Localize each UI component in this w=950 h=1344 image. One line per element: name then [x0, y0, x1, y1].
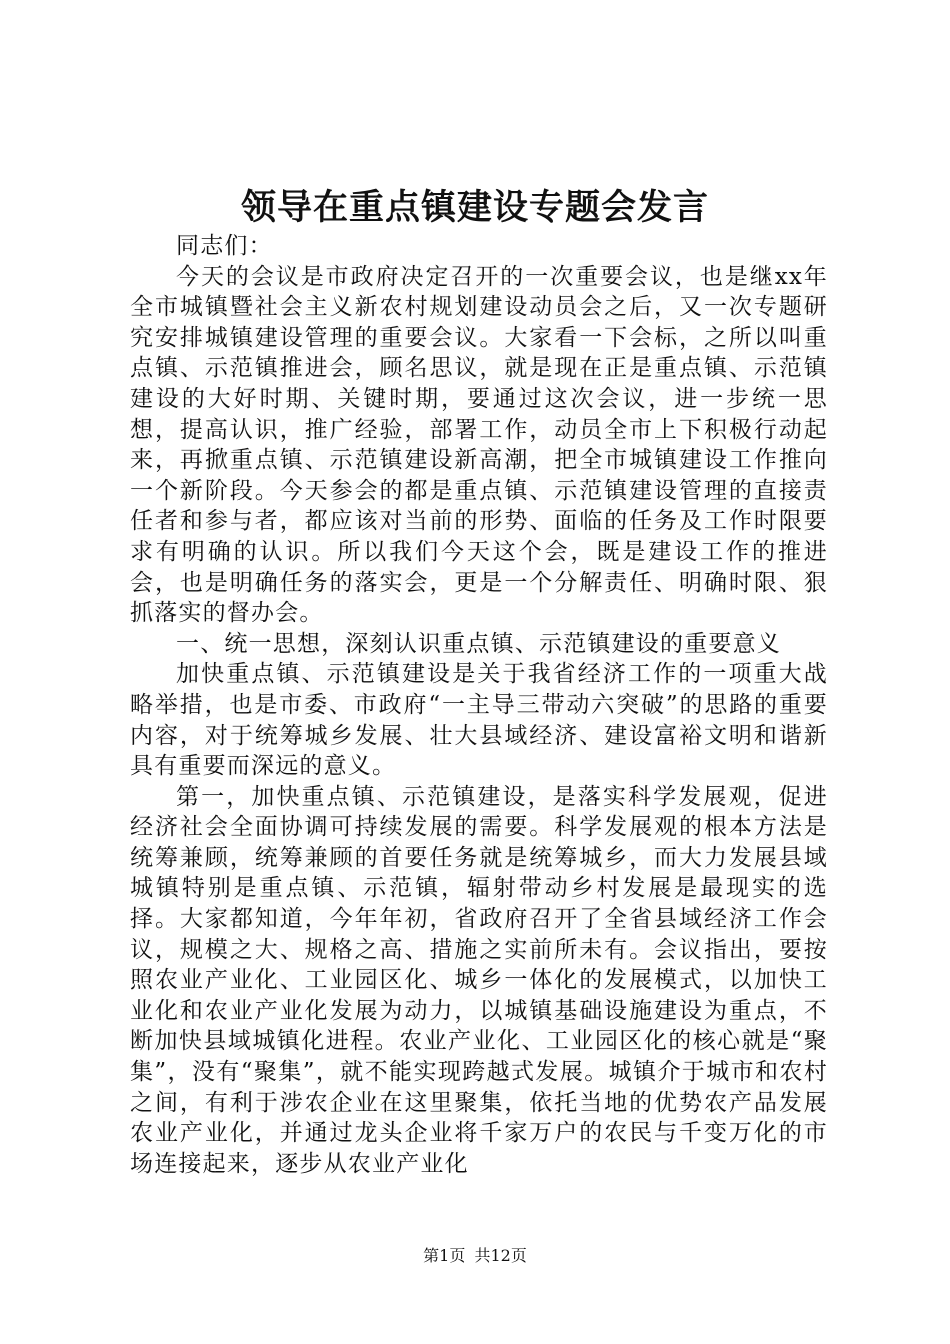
paragraph-significance: 加快重点镇、示范镇建设是关于我省经济工作的一项重大战略举措，也是市委、市政府“一主导三带动六突破”的思路的重要内容，对于统筹城乡发展、壮大县域经济、建设富裕文明和谐新具有重要而深远的意义。	[130, 661, 828, 780]
page-number-current: 第1页	[423, 1246, 466, 1265]
paragraph-first-point: 第一，加快重点镇、示范镇建设，是落实科学发展观，促进经济社会全面协调可持续发展的需要。科学发展观的根本方法是统筹兼顾，统筹兼顾的首要任务就是统筹城乡，而大力发展县域城镇特别是重点镇、示范镇，辐射带动乡村发展是最现实的选择。大家都知道，今年年初，省政府召开了全省县域经济工作会议，规模之大、规格之高、措施之实前所未有。会议指出，要按照农业产业化、工业园区化、城乡一体化的发展模式，以加快工业化和农业产业化发展为动力，以城镇基础设施建设为重点，不断加快县域城镇化进程。农业产业化、工业园区化的核心就是“聚集”，没有“聚集”，就不能实现跨越式发展。城镇介于城市和农村之间，有利于涉农企业在这里聚集，依托当地的优势农产品发展农业产业化，并通过龙头企业将千家万户的农民与千变万化的市场连接起来，逐步从农业产业化	[130, 783, 828, 1177]
paragraph-intro: 今天的会议是市政府决定召开的一次重要会议，也是继xx年全市城镇暨社会主义新农村规划建设动员会之后，又一次专题研究安排城镇建设管理的重要会议。大家看一下会标，之所以叫重点镇、示范镇推进会，顾名思议，就是现在正是重点镇、示范镇建设的大好时期、关键时期，要通过这次会议，进一步统一思想，提高认识，推广经验，部署工作，动员全市上下积极行动起来，再掀重点镇、示范镇建设新高潮，把全市城镇建设工作推向一个新阶段。今天参会的都是重点镇、示范镇建设管理的直接责任者和参与者，都应该对当前的形势、面临的任务及工作时限要求有明确的认识。所以我们今天这个会，既是建设工作的推进会，也是明确任务的落实会，更是一个分解责任、明确时限、狠抓落实的督办会。	[130, 263, 828, 627]
paragraph-salutation: 同志们：	[176, 233, 273, 259]
page-number-total: 共12页	[474, 1246, 527, 1265]
document-title: 领导在重点镇建设专题会发言	[240, 187, 709, 228]
section-heading-1: 一、统一思想，深刻认识重点镇、示范镇建设的重要意义	[176, 630, 781, 657]
page-footer	[0, 1245, 950, 1267]
document-body	[130, 231, 828, 1179]
